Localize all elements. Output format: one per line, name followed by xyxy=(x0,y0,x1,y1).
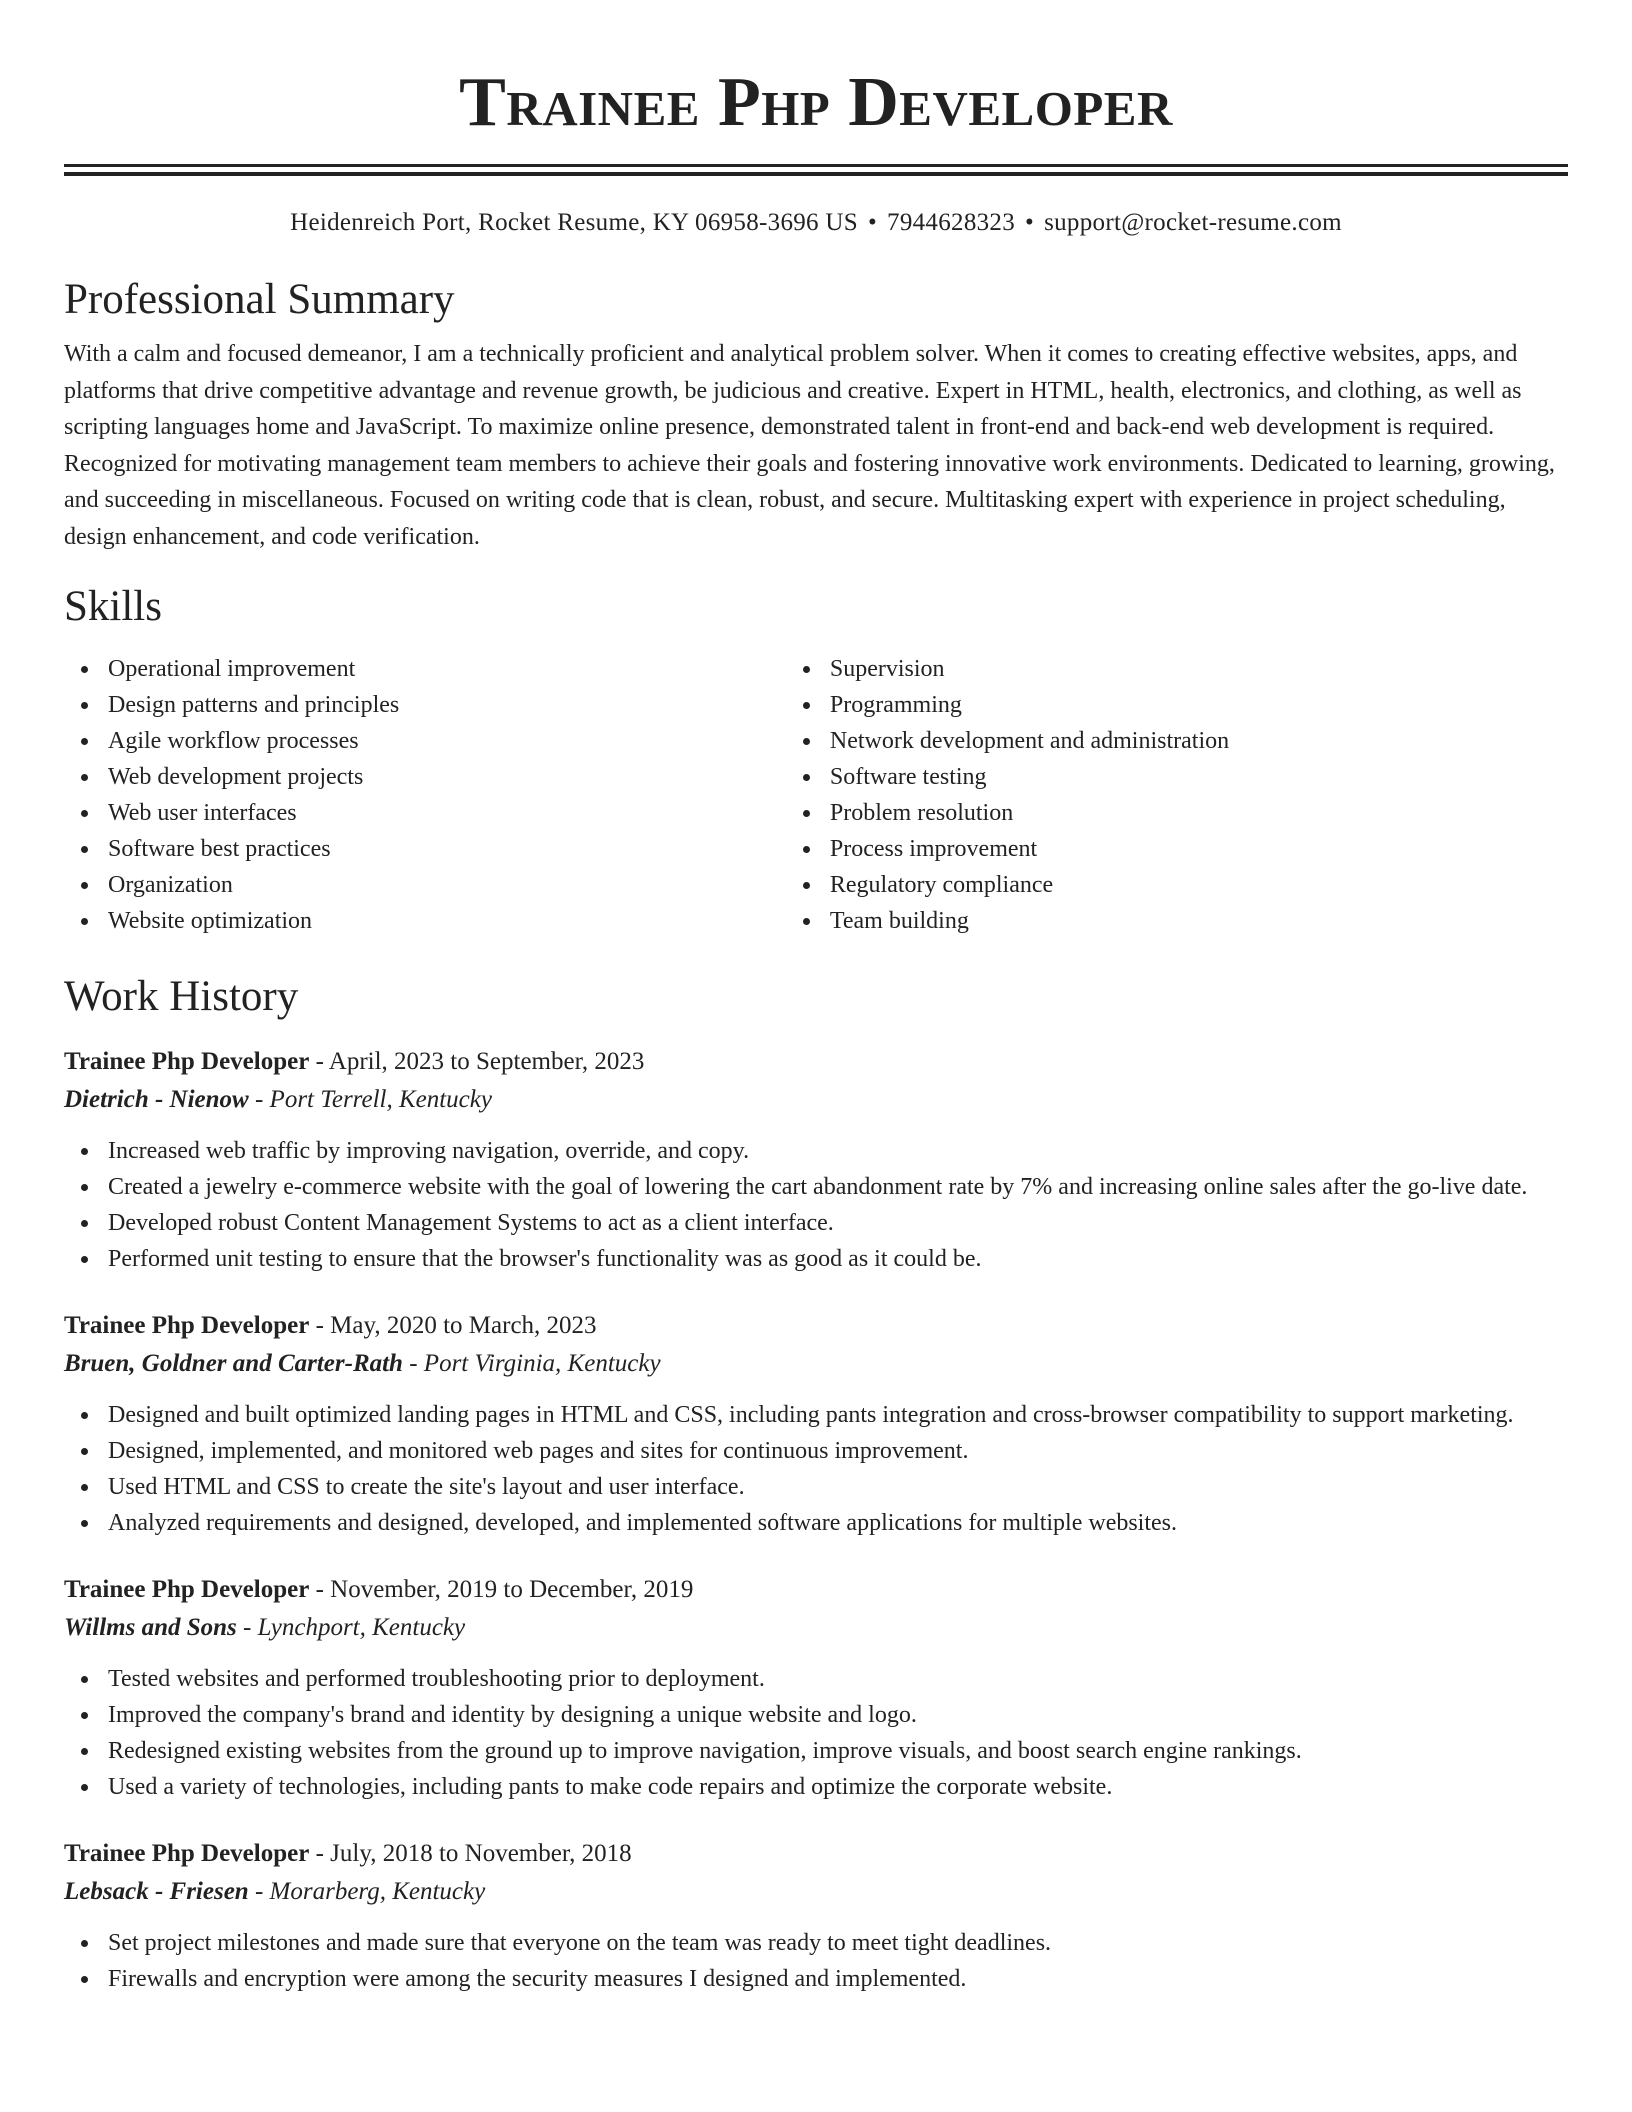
job-location: Port Terrell, Kentucky xyxy=(269,1086,492,1113)
job-employer: Dietrich - Nienow - Port Terrell, Kentucky xyxy=(64,1086,492,1113)
job-duty: Developed robust Content Management Systems to act as a client interface. xyxy=(108,1205,1568,1241)
skill-item: Regulatory compliance xyxy=(830,867,1568,903)
job-entry xyxy=(64,1043,1568,1277)
skill-item: Problem resolution xyxy=(830,795,1568,831)
job-duties xyxy=(64,1133,1568,1277)
job-employer: Bruen, Goldner and Carter-Rath - Port Virginia, Kentucky xyxy=(64,1350,661,1377)
job-dates: May, 2020 to March, 2023 xyxy=(330,1312,597,1339)
resume-name: Trainee Php Developer xyxy=(459,64,1173,141)
job-duty: Analyzed requirements and designed, developed, and implemented software applications for multiple websites. xyxy=(108,1505,1568,1541)
job-duty: Performed unit testing to ensure that the browser's functionality was as good as it could be. xyxy=(108,1241,1568,1277)
job-dates: April, 2023 to September, 2023 xyxy=(328,1048,645,1075)
skill-item: Programming xyxy=(830,687,1568,723)
job-heading: Trainee Php Developer - May, 2020 to March, 2023 xyxy=(64,1312,597,1339)
job-duty: Designed, implemented, and monitored web pages and sites for continuous improvement. xyxy=(108,1433,1568,1469)
job-title: Trainee Php Developer xyxy=(64,1840,310,1867)
skill-item: Agile workflow processes xyxy=(108,723,786,759)
contact-phone: 7944628323 xyxy=(887,209,1016,236)
job-duty: Used HTML and CSS to create the site's layout and user interface. xyxy=(108,1469,1568,1505)
section-heading-work-history: Work History xyxy=(64,973,299,1020)
contact-separator: • xyxy=(1025,209,1035,236)
summary-text: With a calm and focused demeanor, I am a technically proficient and analytical problem solver. When it comes to creating effective websites, apps, and platforms that drive competitive advantage and revenue growth, be judicious and creative. Expert in HTML, health, electronics, and clothing, as well as scripting languages home and JavaScript. To maximize online presence, demonstrated talent in front-end and back-end web development is required. Recognized for motivating management team members to achieve their goals and fostering innovative work environments. Dedicated to learning, growing, and succeeding in miscellaneous. Focused on writing code that is clean, robust, and secure. Multitasking expert with experience in project scheduling, design enhancement, and code verification. xyxy=(64,341,1555,550)
job-heading: Trainee Php Developer - November, 2019 to December, 2019 xyxy=(64,1576,694,1603)
job-duty: Firewalls and encryption were among the security measures I designed and implemented. xyxy=(108,1961,1568,1997)
job-duties xyxy=(64,1925,1568,1997)
job-entry xyxy=(64,1307,1568,1541)
skill-item: Supervision xyxy=(830,651,1568,687)
job-title: Trainee Php Developer xyxy=(64,1312,310,1339)
job-duties xyxy=(64,1661,1568,1805)
skill-item: Organization xyxy=(108,867,786,903)
skill-item: Website optimization xyxy=(108,903,786,939)
job-title: Trainee Php Developer xyxy=(64,1048,310,1075)
skills-column-left xyxy=(64,651,786,939)
job-duty: Increased web traffic by improving navigation, override, and copy. xyxy=(108,1133,1568,1169)
job-dates: July, 2018 to November, 2018 xyxy=(330,1840,632,1867)
job-duty: Used a variety of technologies, including pants to make code repairs and optimize the corporate website. xyxy=(108,1769,1568,1805)
job-duties xyxy=(64,1397,1568,1541)
skills-list xyxy=(64,651,1568,939)
job-employer: Willms and Sons - Lynchport, Kentucky xyxy=(64,1614,466,1641)
section-heading-skills: Skills xyxy=(64,583,162,630)
skill-item: Web user interfaces xyxy=(108,795,786,831)
job-duty: Redesigned existing websites from the ground up to improve navigation, improve visuals, and boost search engine rankings. xyxy=(108,1733,1568,1769)
skill-item: Team building xyxy=(830,903,1568,939)
job-company: Dietrich - Nienow xyxy=(64,1086,249,1113)
skill-item: Operational improvement xyxy=(108,651,786,687)
job-company: Bruen, Goldner and Carter-Rath xyxy=(64,1350,403,1377)
job-location: Lynchport, Kentucky xyxy=(257,1614,466,1641)
job-duty: Set project milestones and made sure that everyone on the team was ready to meet tight deadlines. xyxy=(108,1925,1568,1961)
job-title: Trainee Php Developer xyxy=(64,1576,310,1603)
job-company: Lebsack - Friesen xyxy=(64,1878,249,1905)
job-location: Port Virginia, Kentucky xyxy=(423,1350,661,1377)
header-double-rule xyxy=(64,164,1568,176)
contact-line xyxy=(64,206,1568,240)
skill-item: Network development and administration xyxy=(830,723,1568,759)
job-duty: Created a jewelry e-commerce website with the goal of lowering the cart abandonment rate by 7% and increasing online sales after the go-live date. xyxy=(108,1169,1568,1205)
resume-page xyxy=(64,0,1568,1997)
job-heading: Trainee Php Developer - April, 2023 to September, 2023 xyxy=(64,1048,645,1075)
job-entry xyxy=(64,1835,1568,1997)
contact-email: support@rocket-resume.com xyxy=(1044,209,1342,236)
contact-separator: • xyxy=(867,209,878,236)
skill-item: Process improvement xyxy=(830,831,1568,867)
skills-column-right xyxy=(786,651,1568,939)
section-heading-summary: Professional Summary xyxy=(64,276,455,323)
skill-item: Design patterns and principles xyxy=(108,687,786,723)
job-heading: Trainee Php Developer - July, 2018 to November, 2018 xyxy=(64,1840,632,1867)
job-duty: Improved the company's brand and identity by designing a unique website and logo. xyxy=(108,1697,1568,1733)
job-duty: Tested websites and performed troubleshooting prior to deployment. xyxy=(108,1661,1568,1697)
skill-item: Software testing xyxy=(830,759,1568,795)
job-dates: November, 2019 to December, 2019 xyxy=(330,1576,694,1603)
job-company: Willms and Sons xyxy=(64,1614,237,1641)
job-duty: Designed and built optimized landing pages in HTML and CSS, including pants integration and cross-browser compatibility to support marketing. xyxy=(108,1397,1568,1433)
job-employer: Lebsack - Friesen - Morarberg, Kentucky xyxy=(64,1878,486,1905)
job-entry xyxy=(64,1571,1568,1805)
contact-address: Heidenreich Port, Rocket Resume, KY 06958-3696 US xyxy=(290,209,858,236)
skill-item: Software best practices xyxy=(108,831,786,867)
skill-item: Web development projects xyxy=(108,759,786,795)
job-location: Morarberg, Kentucky xyxy=(269,1878,486,1905)
